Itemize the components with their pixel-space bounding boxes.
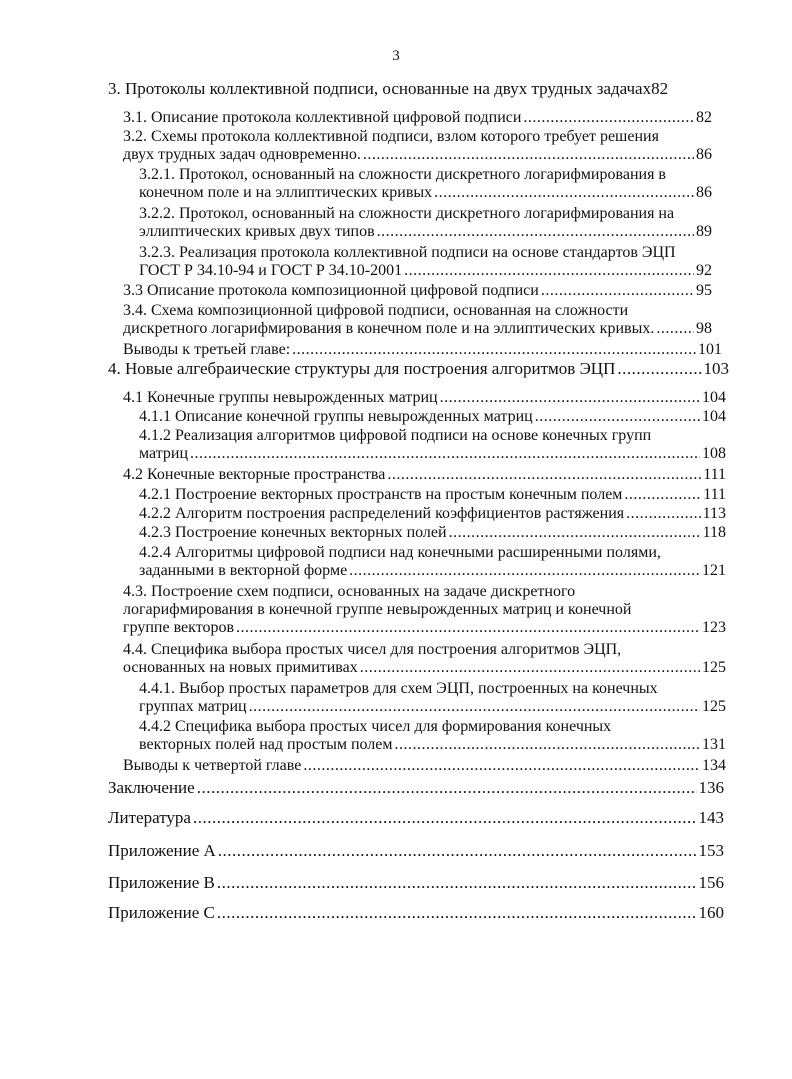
toc-appendix-b: [108, 874, 724, 892]
toc-section-4-3-page: 123: [702, 619, 726, 636]
toc-leader: [656, 320, 694, 338]
toc-section-3-1-title: 3.1. Описание протокола коллективной цифровой подписи: [123, 109, 522, 126]
toc-section-3-3-page: 95: [696, 282, 712, 299]
toc-leader: [541, 282, 694, 300]
toc-leader: [249, 698, 700, 716]
toc-section-4-2: [123, 466, 726, 484]
toc-conclusion-page: 136: [698, 778, 724, 797]
toc-leader: [535, 408, 700, 426]
toc-section-4-2-1: [139, 486, 726, 504]
toc-leader: [217, 904, 697, 922]
toc-section-4-2-3-page: 118: [702, 524, 726, 541]
toc-section-4-4-page: 125: [702, 659, 726, 676]
toc-section-4-4-2: [139, 718, 726, 754]
toc-section-4-2-4-page: 121: [702, 562, 726, 579]
toc-appendix-b-title: Приложение В: [108, 873, 215, 892]
toc-section-3-4: [123, 302, 712, 338]
toc-leader: [449, 524, 701, 542]
toc-conclusion: [108, 779, 724, 797]
toc-leader: [377, 223, 694, 241]
toc-section-4-1-title: 4.1 Конечные группы невырожденных матриц: [123, 389, 438, 406]
toc-section-4-2-3-title: 4.2.3 Построение конечных векторных полей: [139, 524, 447, 541]
toc-section-4-1-page: 104: [702, 389, 726, 406]
toc-section-3-2: [123, 128, 712, 164]
toc-section-3-1: [123, 109, 712, 127]
toc-section-3-3-title: 3.3 Описание протокола композиционной цифровой подписи: [123, 282, 539, 299]
toc-leader: [626, 505, 700, 523]
toc-literature-page: 143: [698, 808, 724, 827]
toc-appendix-a-title: Приложение А: [108, 841, 216, 860]
toc-section-4-2-3: [139, 524, 726, 542]
toc-leader: [193, 809, 697, 827]
toc-appendix-b-page: 156: [698, 873, 724, 892]
toc-leader: [363, 146, 694, 164]
toc-section-3-2-line1: 3.2. Схемы протокола коллективной подписи, взлом которого требует решения: [123, 128, 659, 145]
toc-section-3-2-2-page: 89: [696, 223, 712, 240]
toc-section-4-2-4-line1: 4.2.4 Алгоритмы цифровой подписи над конечными расширенными полями,: [139, 544, 661, 561]
toc-conclusions-4-page: 134: [702, 757, 726, 774]
toc-section-4-4-1-line2: группах матриц: [139, 698, 247, 715]
toc-leader: [440, 389, 700, 407]
toc-section-3-2-1-line2: конечном поле и на эллиптических кривых: [139, 184, 433, 201]
toc-section-3-2-2-line2: эллиптических кривых двух типов: [139, 223, 375, 240]
toc-section-3-4-line2: дискретного логарифмирования в конечном поле и на эллиптических кривых.: [123, 320, 655, 337]
toc-section-4-2-2: [139, 505, 726, 523]
toc-section-4-3-line1: 4.3. Построение схем подписи, основанных на задаче дискретного: [123, 583, 576, 600]
toc-leader: [523, 109, 694, 127]
toc-appendix-c-page: 160: [698, 903, 724, 922]
toc-chapter-3-title: 3. Протоколы коллективной подписи, основанные на двух трудных задачах: [108, 79, 652, 98]
toc-conclusions-4-title: Выводы к четвертой главе: [123, 757, 302, 774]
toc-section-4-2-2-page: 113: [702, 505, 726, 522]
toc-section-4-1-2-line1: 4.1.2 Реализация алгоритмов цифровой подписи на основе конечных групп: [139, 427, 652, 444]
toc-section-4-4-1-line1: 4.4.1. Выбор простых параметров для схем ЭЦП, построенных на конечных: [139, 680, 658, 697]
toc-chapter-3: [108, 80, 724, 98]
toc-section-3-2-1-line1: 3.2.1. Протокол, основанный на сложности дискретного логарифмирования в: [139, 166, 666, 183]
toc-section-4-1-2: [139, 427, 726, 463]
toc-section-4-1: [123, 389, 726, 407]
toc-section-4-2-4: [139, 544, 726, 580]
toc-section-3-2-2-line1: 3.2.2. Протокол, основанный на сложности дискретного логарифмирования на: [139, 205, 675, 222]
toc-section-4-2-page: 111: [703, 466, 726, 483]
toc-section-3-2-2: [139, 205, 712, 241]
toc-literature-title: Литература: [108, 808, 191, 827]
toc-conclusions-3-page: 101: [698, 341, 722, 358]
toc-leader: [303, 757, 700, 775]
toc-section-4-1-1: [139, 408, 726, 426]
toc-leader: [360, 659, 700, 677]
toc-chapter-3-page: 82: [651, 79, 669, 98]
toc-section-3-2-page: 86: [696, 146, 712, 163]
toc-section-3-2-line2: двух трудных задач одновременно.: [123, 146, 361, 163]
toc-section-3-2-3-line1: 3.2.3. Реализация протокола коллективной подписи на основе стандартов ЭЦП: [139, 244, 676, 261]
toc-section-4-1-1-page: 104: [702, 408, 726, 425]
toc-conclusion-title: Заключение: [108, 778, 195, 797]
toc-conclusions-4: [123, 757, 726, 775]
toc-section-4-4-line1: 4.4. Специфика выбора простых чисел для построения алгоритмов ЭЦП,: [123, 641, 622, 658]
toc-section-4-2-2-title: 4.2.2 Алгоритм построения распределений коэффициентов растяжения: [139, 505, 625, 522]
toc-section-3-4-line1: 3.4. Схема композиционной цифровой подписи, основанная на сложности: [123, 302, 629, 319]
toc-section-3-4-page: 98: [696, 320, 712, 337]
toc-section-4-4-2-page: 131: [702, 736, 726, 753]
toc-chapter-4-title: 4. Новые алгебраические структуры для построения алгоритмов ЭЦП: [108, 359, 616, 378]
toc-leader: [292, 341, 696, 359]
toc-leader: [218, 842, 697, 860]
toc-conclusions-3: [123, 341, 722, 359]
toc-section-4-2-1-page: 111: [703, 486, 726, 503]
toc-appendix-c-title: Приложение С: [108, 903, 215, 922]
toc-chapter-4: [108, 360, 729, 378]
toc-leader: [190, 445, 700, 463]
toc-section-3-3: [123, 282, 712, 300]
toc-section-4-4-line2: основанных на новых примитивах: [123, 659, 358, 676]
toc-section-4-3: [123, 583, 726, 637]
toc-section-3-2-3-line2: ГОСТ Р 34.10-94 и ГОСТ Р 34.10-2001: [139, 262, 403, 279]
page-number: 3: [392, 48, 400, 64]
toc-section-3-2-1-page: 86: [696, 184, 712, 201]
toc-section-4-1-2-page: 108: [702, 445, 726, 462]
toc-leader: [236, 619, 700, 637]
toc-leader: [217, 874, 697, 892]
toc-appendix-a: [108, 842, 724, 860]
toc-section-3-1-page: 82: [696, 109, 712, 126]
toc-leader: [404, 262, 694, 280]
toc-leader: [349, 562, 700, 580]
toc-appendix-a-page: 153: [698, 841, 724, 860]
toc-leader: [387, 466, 701, 484]
toc-section-4-2-1-title: 4.2.1 Построение векторных пространств на простым конечным полем: [139, 486, 623, 503]
toc-section-4-3-line3: группе векторов: [123, 619, 235, 636]
toc-leader: [617, 360, 701, 378]
toc-section-4-2-title: 4.2 Конечные векторные пространства: [123, 466, 386, 483]
toc-chapter-4-page: 103: [703, 359, 729, 378]
toc-leader: [434, 184, 694, 202]
toc-section-4-3-line2: логарифмирования в конечной группе невырожденных матриц и конечной: [123, 601, 632, 618]
toc-section-4-4: [123, 641, 726, 677]
toc-section-4-4-1: [139, 680, 726, 716]
toc-section-4-1-2-line2: матриц: [139, 445, 189, 462]
toc-section-4-4-1-page: 125: [702, 698, 726, 715]
toc-leader: [395, 736, 700, 754]
toc-section-4-4-2-line2: векторных полей над простым полем: [139, 736, 393, 753]
toc-section-4-1-1-title: 4.1.1 Описание конечной группы невырожденных матриц: [139, 408, 533, 425]
toc-section-3-2-3: [139, 244, 712, 280]
toc-section-3-2-3-page: 92: [696, 262, 712, 279]
toc-leader: [197, 779, 697, 797]
toc-conclusions-3-title: Выводы к третьей главе:: [123, 341, 291, 358]
toc-appendix-c: [108, 904, 724, 922]
toc-literature: [108, 809, 724, 827]
toc-section-4-2-4-line2: заданными в векторной форме: [139, 562, 348, 579]
toc-section-4-4-2-line1: 4.4.2 Специфика выбора простых чисел для формирования конечных: [139, 718, 612, 735]
toc-leader: [624, 486, 701, 504]
toc-section-3-2-1: [139, 166, 712, 202]
